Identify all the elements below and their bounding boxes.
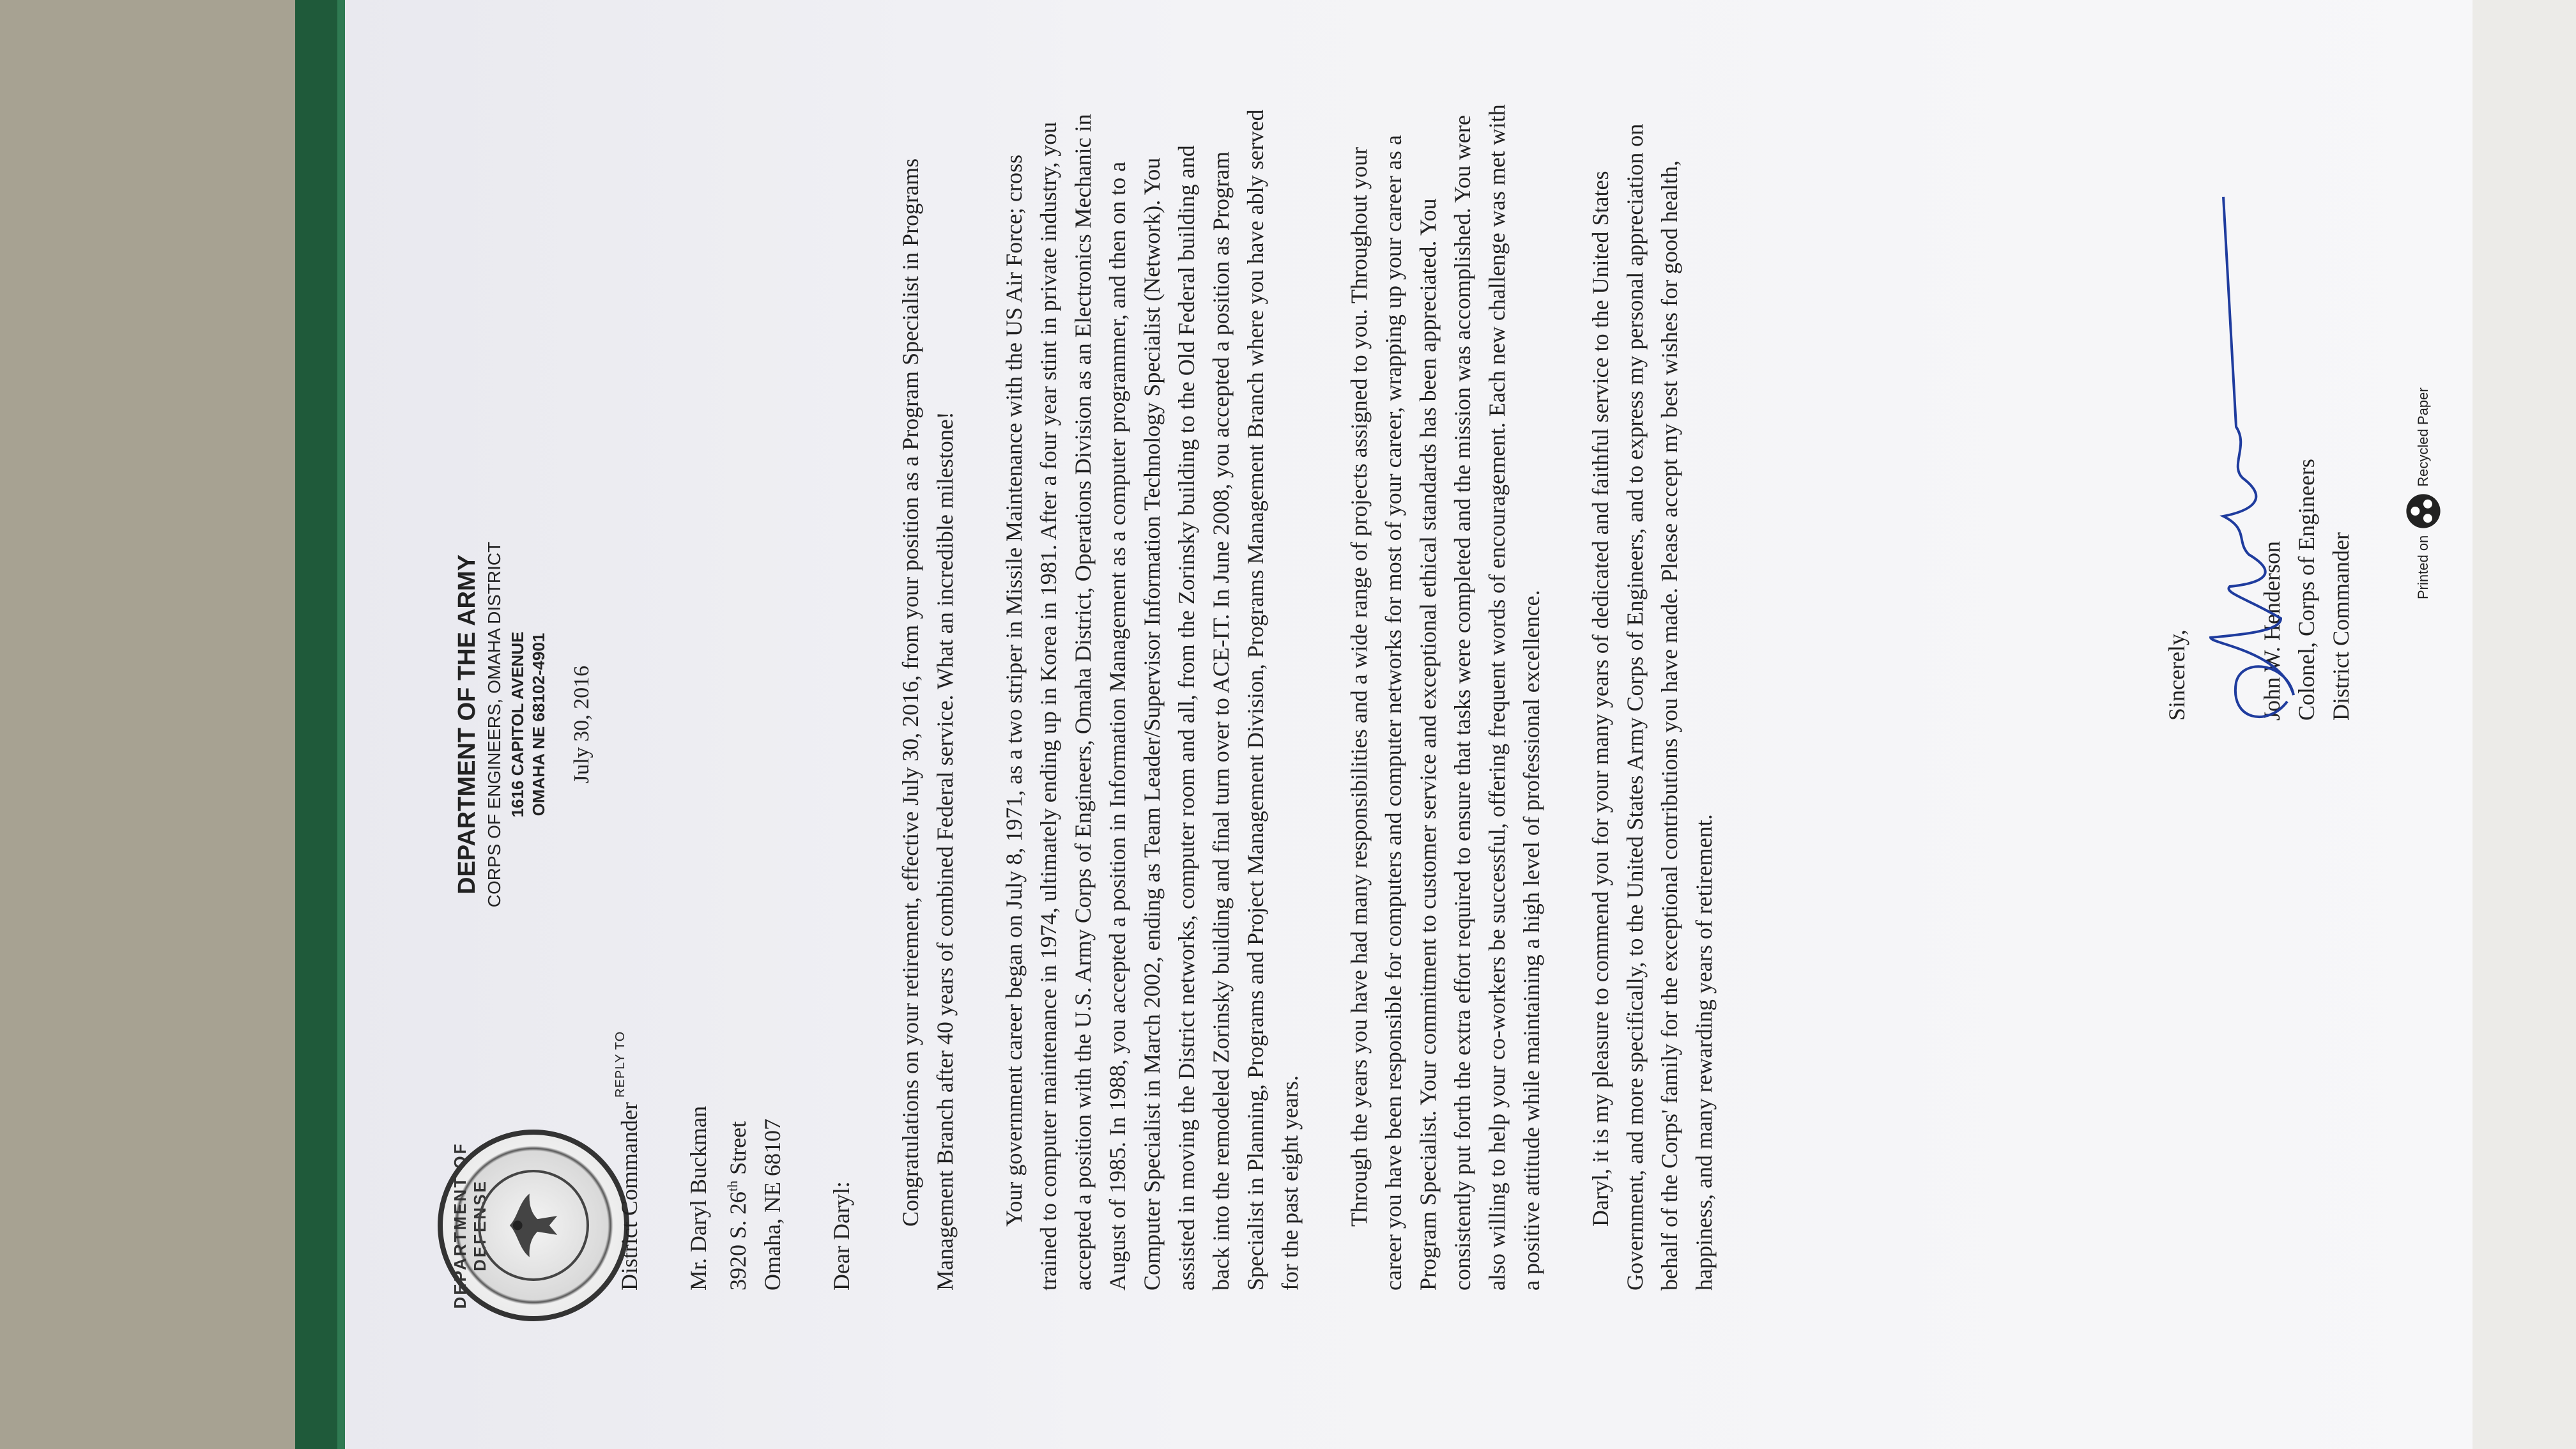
closing: Sincerely,: [2164, 629, 2189, 721]
paragraph-2: Your government career began on July 8, 1971, as a two striper in Missile Maintenance with the US Air Force; cross trained to computer maintenance in 1974, ultimately ending up in Korea in 1981. After a four year stint in private industry, you accepted a position with the U.S. Army Corps of Engineers, Omaha District, Operations Division as an Electronics Mechanic in August of 1985. In 1988, you accepted a position in Information Management as a computer programmer, and then on to a Computer Specialist in March 2002, ending as Team Leader/Supervisor Information Technology Specialist (Network). You assisted in moving the District networks, computer room and all, from the Zorinsky building to the Old Federal building and back into the remodeled Zorinsky building and final turn over to ACE-IT. In June 2008, you accepted a position as Program Specialist in Planning, Programs and Project Management Division, Programs Management Branch where you have ably served for the past eight years.: [1001, 109, 1303, 1291]
recipient-name: Mr. Daryl Buckman: [686, 1106, 711, 1291]
signer-title: Colonel, Corps of Engineers: [2294, 459, 2319, 721]
street-line: 1616 CAPITOL AVENUE: [508, 631, 527, 818]
recycled-paper-mark: [2405, 387, 2441, 599]
letter-page: [345, 0, 2472, 1449]
signer-name: John W. Henderson: [2259, 541, 2285, 721]
paragraph-3: Through the years you have had many responsibilities and a wide range of projects assigned to you. Throughout your career you have been responsible for computers and computer networks for most of your career, wrapping up your career as a Program Specialist. Your commitment to customer service and exceptional ethical standards has been appreciated. You consistently put forth the extra effort required to ensure that tasks were completed and the mission was accomplished. You were also willing to help your co-workers be successful, offering frequent words of encouragement. Each new challenge was met with a positive attitude while maintaining a high level of professional excellence.: [1346, 104, 1544, 1291]
unit-line: CORPS OF ENGINEERS, OMAHA DISTRICT: [484, 541, 504, 908]
salutation: Dear Daryl:: [829, 1181, 854, 1291]
seal-text: DEPARTMENT OF DEFENSE: [450, 1142, 489, 1309]
reply-to-label: REPLY TO: [613, 1031, 627, 1098]
paragraph-4: Daryl, it is my pleasure to commend you for your many years of dedicated and faithful service to the United States Government, and more specifically, to the United States Army Corps of Engineers, and to express my personal appreciation on behalf of the Corps' family for the exceptional contributions you have made. Please accept my best wishes for good health, happiness, and many rewarding years of retirement.: [1588, 123, 1717, 1291]
attention-line: District Commander: [617, 1102, 642, 1291]
recipient-city: Omaha, NE 68107: [760, 1119, 785, 1291]
recycle-icon: [2405, 493, 2441, 529]
recycled-paper-text: Recycled Paper: [2415, 387, 2431, 487]
letter-date: July 30, 2016: [570, 665, 594, 784]
city-line: OMAHA NE 68102-4901: [529, 632, 548, 816]
signer-role: District Commander: [2328, 532, 2354, 721]
printed-on-text: Printed on: [2415, 535, 2431, 599]
letter-paper: [345, 0, 2472, 1449]
recipient-street: 3920 S. 26th Street: [724, 1121, 751, 1291]
handwritten-signature: [2185, 171, 2377, 746]
letter-body: [612, 102, 1721, 1291]
org-heading: DEPARTMENT OF THE ARMY: [454, 555, 480, 894]
paragraph-1: Congratulations on your retirement, effective July 30, 2016, from your position as a Program Specialist in Programs Management Branch after 40 years of combined Federal service. What an incredible milestone!: [898, 158, 958, 1291]
